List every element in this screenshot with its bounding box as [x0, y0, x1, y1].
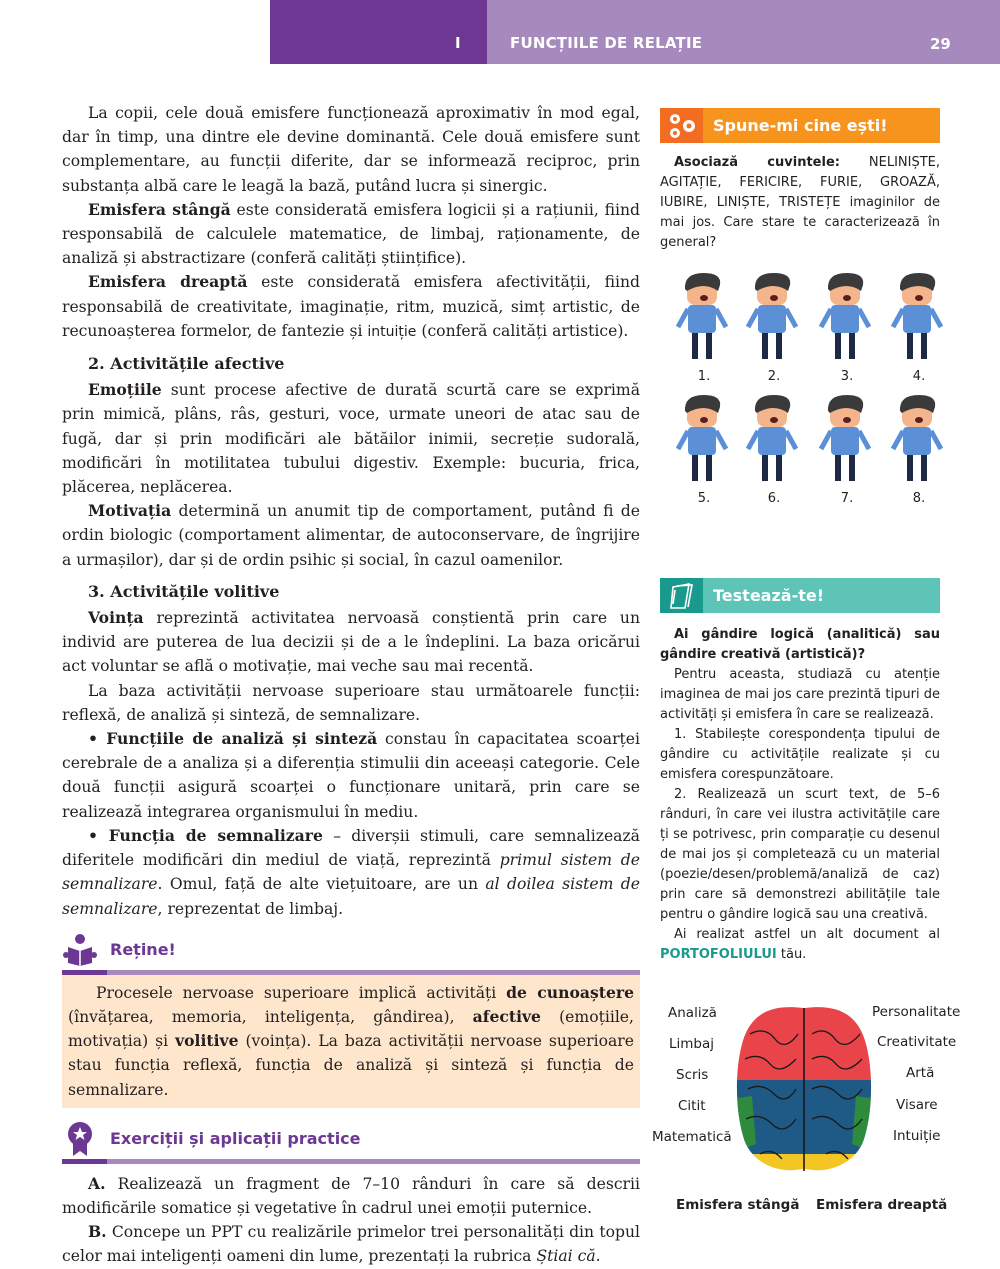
exercitii-header	[62, 1122, 640, 1156]
exercitii-title: Exerciții și aplicații practice	[110, 1128, 361, 1148]
paragraph-will: Voința reprezintă activitatea nervoasă conștientă prin care un individ are puterea de lua decizii și de a le îndeplini. La baza oricărui act voluntar se află o motivație, mai veche sau mai recentă.	[62, 608, 640, 676]
testeaza-title: Testează-te!	[703, 578, 940, 613]
emotion-figure	[817, 271, 877, 363]
brain-diagram	[648, 1000, 978, 1220]
emotion-figures	[652, 271, 942, 506]
paragraph-functions: La baza activității nervoase superioare stau următoarele funcții: reflexă, de analiză și sinteză, de semnalizare.	[62, 681, 640, 724]
figure-number: 8.	[912, 491, 926, 506]
chapter-title: FUNCȚIILE DE RELAȚIE	[510, 34, 703, 52]
brain-label-left: Matematică	[652, 1129, 732, 1145]
gears-icon	[660, 108, 703, 143]
spune-title: Spune-mi cine ești!	[703, 108, 940, 143]
brain-label-right: Artă	[906, 1065, 935, 1081]
paragraph-motivation: Motivația determină un anumit tip de comportament, putând fi de ordin biologic (comportament alimentar, de autoconservare, de îngrijire a urmașilor), dar și de ordin psihic și social, în cazul oamenilor.	[62, 501, 640, 569]
figure-number: 2.	[767, 369, 781, 384]
testeaza-p2: 1. Stabilește corespondența tipului de gândire cu activitățile realizate și cu emisfera corespunzătoare.	[660, 727, 940, 782]
paragraph-left-hemisphere: Emisfera stângă este considerată emisfera logicii și a rațiunii, fiind responsabilă de calculele matematice, de limbaj, raționamente, de analiză și abstractizare (conferă calități științifice).	[62, 199, 640, 268]
paragraph-right-hemisphere: Emisfera dreaptă este considerată emisfera afectivității, fiind responsabilă de creativitate, imaginație, ritm, muzică, simț artistic, de recunoașterea formelor, de fantezie și intuiție (conferă calități artistice).	[62, 272, 640, 340]
exercise-a: A. Realizează un fragment de 7–10 rânduri în care să descrii modificările somatice și vegetative în cadrul unei emoții puternice.	[62, 1173, 640, 1217]
figure-number: 1.	[697, 369, 711, 384]
left-hemisphere-caption: Emisfera stângă	[676, 1197, 800, 1213]
spune-instructions: Asociază cuvintele: NELINIȘTE, AGITAȚIE, FERICIRE, FURIE, GROAZĂ, IUBIRE, LINIȘTE, TRISTEȚE imaginilor de mai jos. Care stare te caracterizează în general?	[660, 155, 940, 250]
reading-person-icon	[62, 933, 98, 967]
section-heading-volitive: 3. Activitățile volitive	[88, 581, 280, 601]
page-number: 29	[930, 35, 951, 53]
brain-image	[730, 1004, 878, 1174]
testeaza-header	[660, 578, 940, 613]
figure-number: 7.	[840, 491, 854, 506]
portfolio-highlight: PORTOFOLIULUI	[660, 947, 777, 962]
header-chapter-block	[270, 0, 487, 64]
paragraph-signaling: • Funcția de semnalizare – diverșii stimuli, care semnalizează diferitele modificări din mediul de viață, reprezintă primul sistem de semnalizare. Omul, față de alte viețuitoare, are un al doilea sistem de semnalizare, reprezentat de limbaj.	[62, 825, 641, 918]
brain-label-left: Citit	[678, 1098, 706, 1114]
header-title-block	[487, 0, 1000, 64]
emotion-figure	[674, 393, 734, 485]
emotion-figure	[744, 271, 804, 363]
right-hemisphere-caption: Emisfera dreaptă	[816, 1197, 948, 1213]
brain-label-left: Limbaj	[669, 1036, 715, 1052]
emotion-figure	[817, 393, 877, 485]
brain-label-left: Analiză	[668, 1005, 717, 1021]
section-heading-affective: 2. Activitățile afective	[88, 354, 285, 374]
exercise-b: B. Concepe un PPT cu realizările primelor trei personalități din topul celor mai inteligenți oameni din lume, prezentați la rubrica Știai că.	[62, 1222, 640, 1266]
figure-number: 6.	[767, 491, 781, 506]
figure-number: 5.	[697, 491, 711, 506]
testeaza-p3: 2. Realizează un scurt text, de 5–6 rânduri, în care vei ilustra activitățile care ți se potrivesc, prin comparație cu desenul de mai jos și completează cu un material (poezie/desen/problemă/analiză de caz) prin care să demonstrezi abilitățile tale pentru o gândire logică sau una creativă.	[660, 787, 940, 922]
paragraph-analysis-synthesis: • Funcțiile de analiză și sinteză constau în capacitatea scoarței cerebrale de a analiza și a diferenția stimulii din aceeași categorie. Cele două funcții asigură scoarței o funcționare unitară, prin care se realizează integrarea organismului în mediu.	[62, 729, 641, 821]
emotion-figure	[744, 393, 804, 485]
retine-header	[62, 933, 640, 967]
testeaza-p4: Ai realizat astfel un alt document al PORTOFOLIULUI tău.	[660, 927, 940, 962]
chapter-number: I	[455, 34, 461, 52]
spune-header	[660, 108, 940, 143]
brain-label-left: Scris	[676, 1067, 709, 1083]
emotion-figure	[674, 271, 734, 363]
testeaza-question: Ai gândire logică (analitică) sau gândire creativă (artistică)?	[660, 627, 940, 662]
award-ribbon-icon	[62, 1122, 98, 1156]
main-column	[62, 101, 640, 1269]
brain-label-right: Visare	[896, 1097, 938, 1113]
brain-label-right: Personalitate	[872, 1004, 961, 1020]
brain-label-right: Intuiție	[893, 1128, 941, 1144]
emotion-figure	[889, 393, 949, 485]
emotion-figure	[889, 271, 949, 363]
figure-number: 4.	[912, 369, 926, 384]
brain-label-right: Creativitate	[877, 1034, 957, 1050]
retine-body: Procesele nervoase superioare implică activități de cunoaștere (învățarea, memoria, inteligența, gândirea), afective (emoțiile, motivația) și volitive (voința). La baza activității nervoase superioare stau funcția reflexă, funcția de analiză și sinteză și funcția de semnalizare.	[62, 975, 640, 1108]
paragraph-emotions: Emoțiile sunt procese afective de durată scurtă care se exprimă prin mimică, plâns, râs, gesturi, voce, urmate uneori de atac sau de fugă, dar și prin modificări ale bătăilor inimii, secreție sudorală, modificări în motilitatea tubului digestiv. Exemple: bucuria, frica, plăcerea, neplăcerea.	[62, 380, 640, 497]
paragraph-intro: La copii, cele două emisfere funcționează aproximativ în mod egal, dar în timp, una dintre ele devine dominantă. Cele două emisfere sunt complementare, au funcții diferite, dar se informează reciproc, prin substanța albă care le leagă la bază, putând lucra și sinergic.	[62, 104, 640, 195]
retine-title: Reține!	[110, 939, 176, 959]
testeaza-p1: Pentru aceasta, studiază cu atenție imaginea de mai jos care prezintă tipuri de activități și emisfera în care se realizează.	[660, 667, 940, 722]
book-pages-icon	[660, 578, 703, 613]
side-column	[660, 108, 940, 965]
figure-number: 3.	[840, 369, 854, 384]
